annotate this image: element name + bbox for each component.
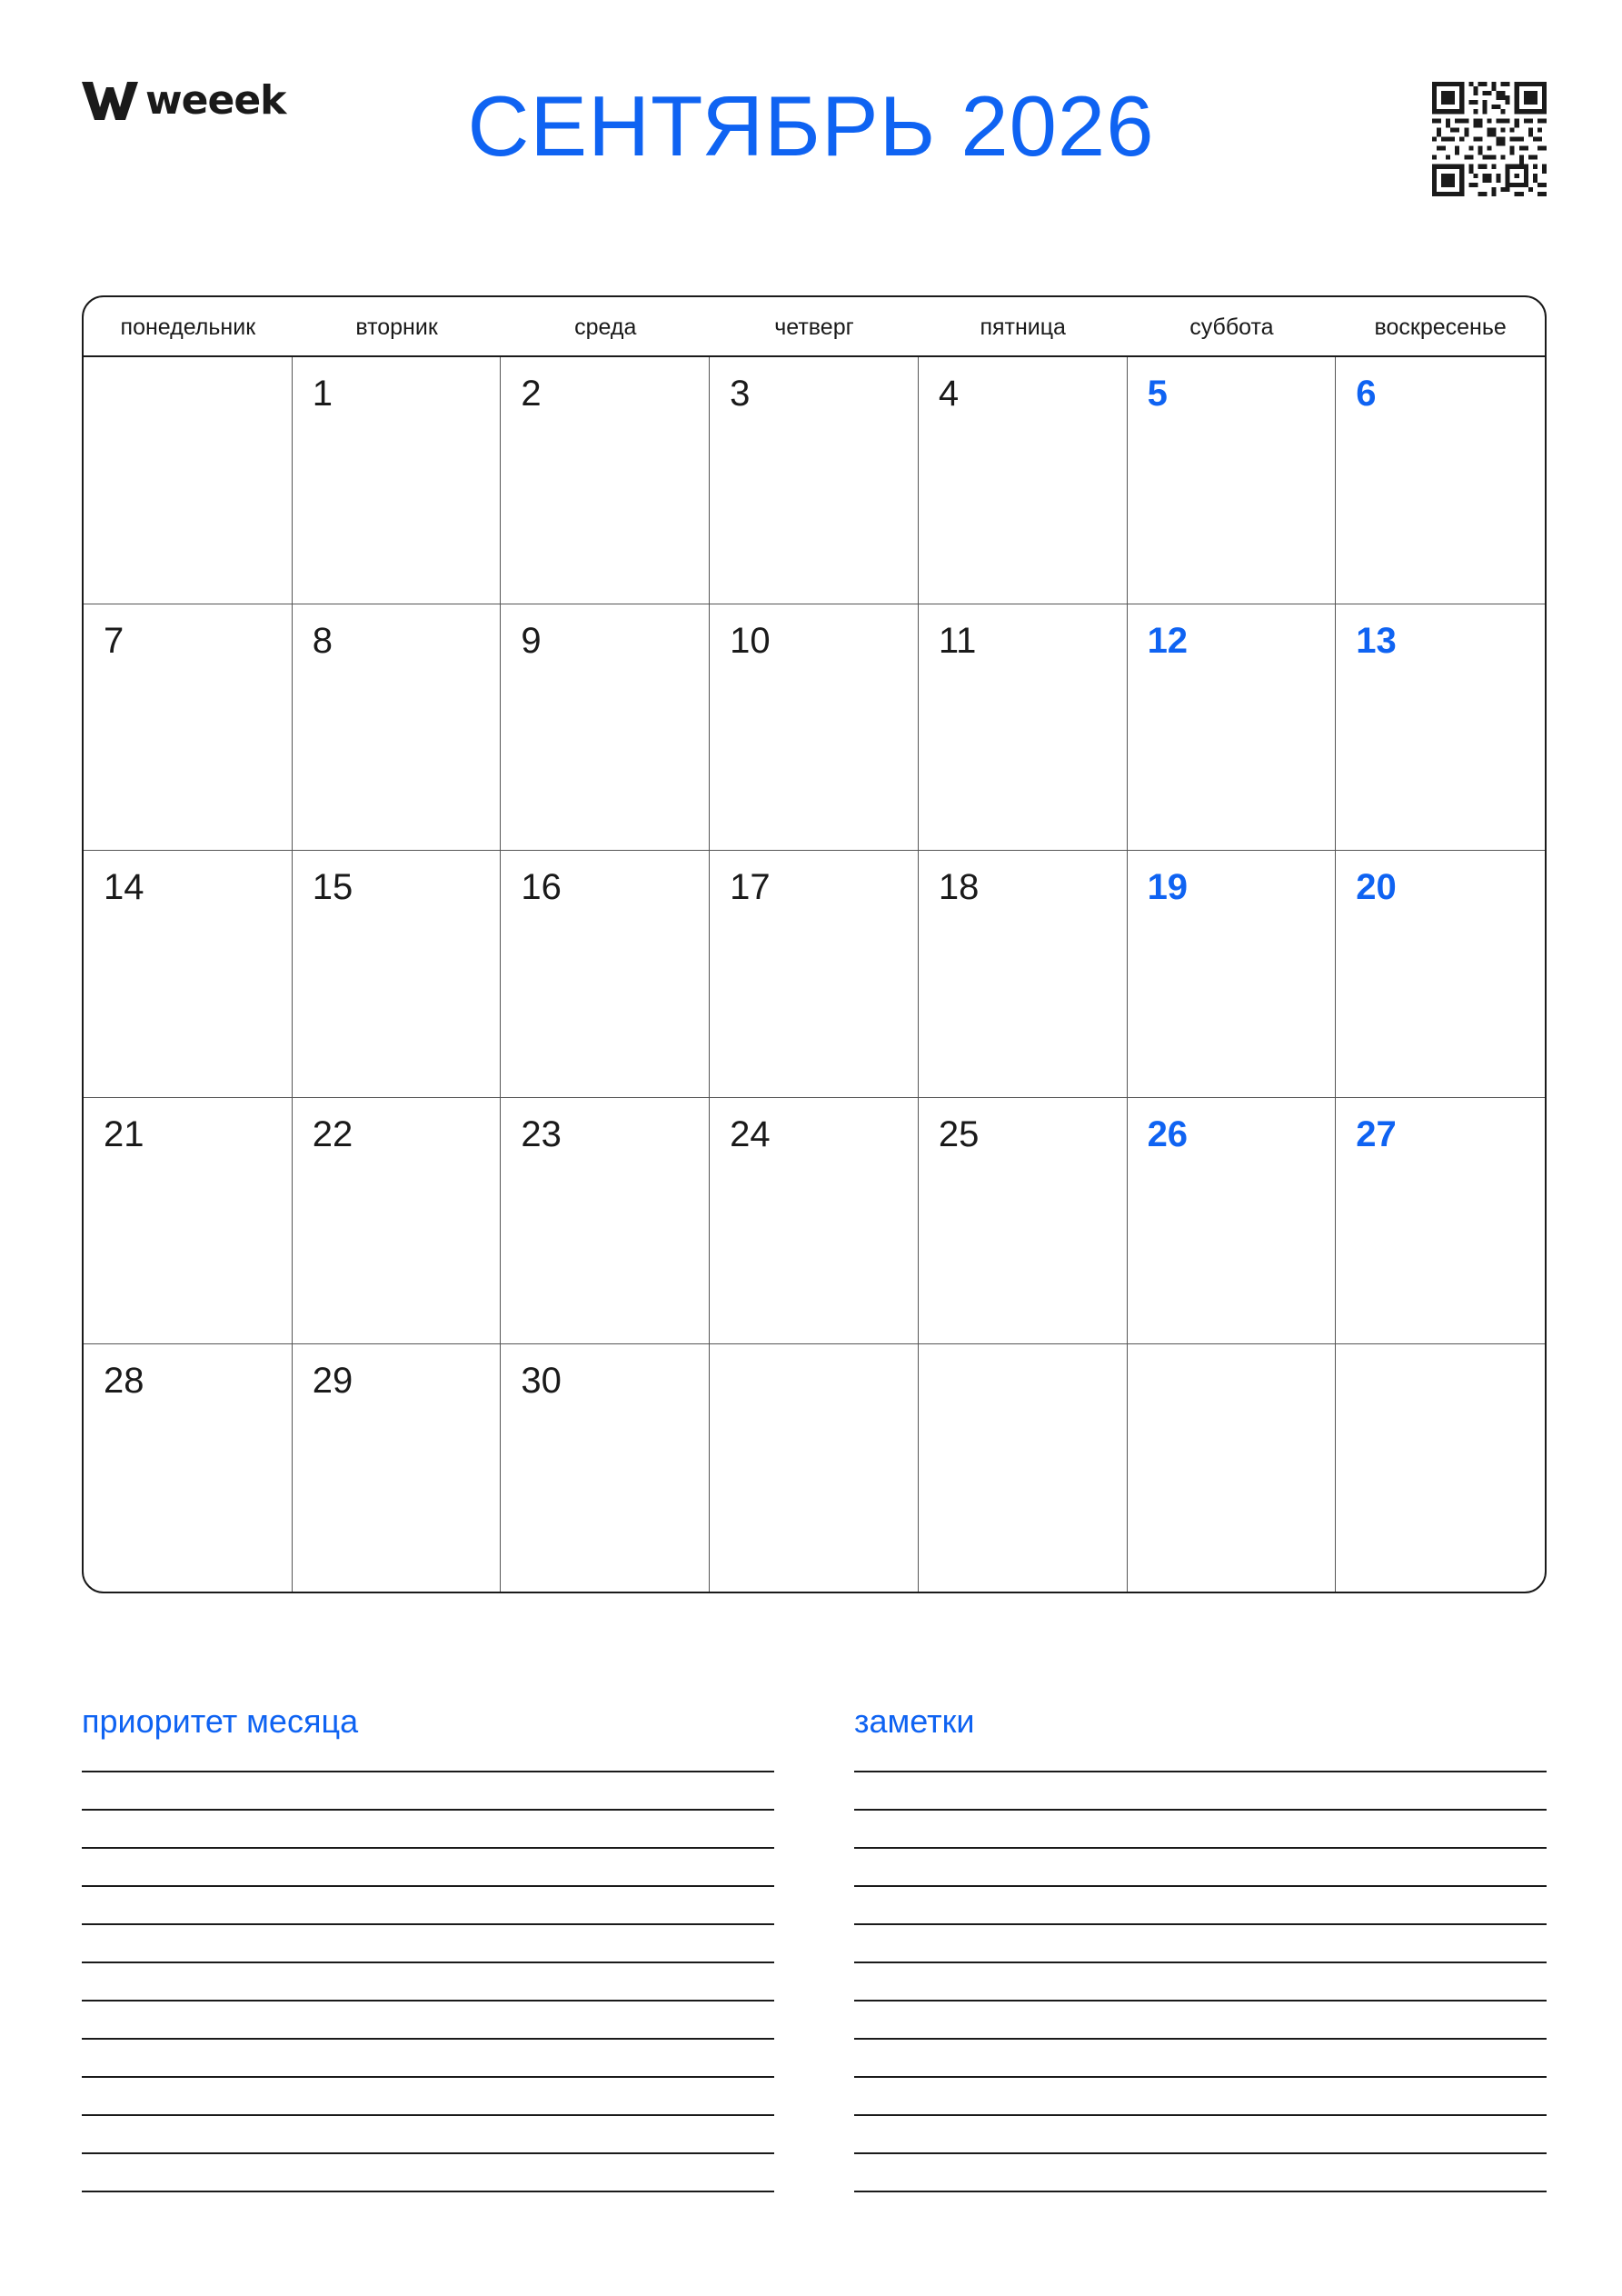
- weekend-day-number: 19: [1147, 867, 1189, 908]
- day-number: 18: [938, 867, 980, 908]
- writing-line[interactable]: [854, 1923, 1547, 1962]
- day-cell[interactable]: [501, 1344, 710, 1592]
- writing-line[interactable]: [854, 2191, 1547, 2229]
- day-number: 1: [312, 374, 333, 414]
- day-number: 16: [521, 867, 562, 908]
- day-cell[interactable]: [1336, 1098, 1545, 1345]
- priority-section: [82, 1700, 774, 2229]
- writing-line[interactable]: [854, 1962, 1547, 2000]
- weekday-label: суббота: [1189, 314, 1274, 340]
- writing-line[interactable]: [82, 1809, 774, 1847]
- writing-line[interactable]: [82, 2114, 774, 2152]
- qr-code-icon: [1432, 82, 1547, 196]
- notes-lines[interactable]: [854, 1771, 1547, 2229]
- day-cell[interactable]: [1336, 357, 1545, 604]
- logo-text: weeek: [145, 77, 286, 124]
- weekend-day-number: 26: [1147, 1113, 1189, 1154]
- calendar-grid: [84, 357, 1545, 1592]
- writing-line[interactable]: [82, 1923, 774, 1962]
- weekend-day-number: 27: [1356, 1113, 1397, 1154]
- writing-line[interactable]: [854, 1771, 1547, 1809]
- day-cell[interactable]: [1128, 604, 1337, 852]
- weekend-day-number: 20: [1356, 867, 1397, 908]
- priority-lines[interactable]: [82, 1771, 774, 2229]
- day-cell[interactable]: [293, 851, 502, 1098]
- writing-line[interactable]: [82, 2076, 774, 2114]
- day-cell[interactable]: [84, 357, 293, 604]
- weekend-day-number: 12: [1147, 620, 1189, 661]
- day-cell[interactable]: [1128, 1344, 1337, 1592]
- weekend-day-number: 6: [1356, 374, 1377, 414]
- weekend-day-number: 5: [1147, 374, 1168, 414]
- day-cell[interactable]: [293, 604, 502, 852]
- day-cell[interactable]: [293, 1344, 502, 1592]
- day-cell[interactable]: [84, 851, 293, 1098]
- writing-line[interactable]: [82, 2191, 774, 2229]
- writing-line[interactable]: [82, 2000, 774, 2038]
- weekday-label: среда: [574, 314, 637, 340]
- day-cell[interactable]: [919, 604, 1128, 852]
- day-cell[interactable]: [501, 604, 710, 852]
- writing-line[interactable]: [854, 2076, 1547, 2114]
- day-cell[interactable]: [710, 1098, 919, 1345]
- writing-line[interactable]: [82, 2038, 774, 2076]
- weekday-label: четверг: [774, 314, 854, 340]
- writing-line[interactable]: [854, 2114, 1547, 2152]
- day-cell[interactable]: [919, 1344, 1128, 1592]
- day-cell[interactable]: [84, 1098, 293, 1345]
- day-number: 11: [938, 620, 977, 661]
- day-cell[interactable]: [919, 851, 1128, 1098]
- day-number: 28: [104, 1361, 144, 1402]
- day-cell[interactable]: [501, 851, 710, 1098]
- weekend-day-number: 13: [1356, 620, 1397, 661]
- day-cell[interactable]: [710, 851, 919, 1098]
- writing-line[interactable]: [82, 2152, 774, 2191]
- writing-line[interactable]: [82, 1885, 774, 1923]
- priority-title: приоритет месяца: [82, 1702, 359, 1740]
- writing-line[interactable]: [82, 1771, 774, 1809]
- day-cell[interactable]: [919, 1098, 1128, 1345]
- day-cell[interactable]: [1128, 357, 1337, 604]
- day-number: 29: [312, 1361, 353, 1402]
- month-calendar: [82, 295, 1547, 1593]
- day-number: 8: [312, 620, 333, 661]
- notes-title: заметки: [854, 1702, 975, 1740]
- day-number: 25: [938, 1113, 980, 1154]
- day-cell[interactable]: [293, 357, 502, 604]
- weekday-label: вторник: [355, 314, 438, 340]
- day-cell[interactable]: [1336, 604, 1545, 852]
- writing-line[interactable]: [854, 2152, 1547, 2191]
- weekday-label: понедельник: [120, 314, 256, 340]
- weekday-label: воскресенье: [1374, 314, 1507, 340]
- notes-section: [854, 1700, 1547, 2229]
- writing-line[interactable]: [854, 2038, 1547, 2076]
- day-cell[interactable]: [1128, 851, 1337, 1098]
- day-number: 9: [521, 620, 542, 661]
- day-number: 14: [104, 867, 144, 908]
- day-number: 24: [730, 1113, 771, 1154]
- day-number: 7: [104, 620, 124, 661]
- writing-line[interactable]: [854, 1847, 1547, 1885]
- day-cell[interactable]: [84, 604, 293, 852]
- day-number: 17: [730, 867, 771, 908]
- day-number: 3: [730, 374, 751, 414]
- page-title: СЕНТЯБРЬ 2026: [467, 78, 1155, 174]
- writing-line[interactable]: [854, 1809, 1547, 1847]
- day-cell[interactable]: [84, 1344, 293, 1592]
- day-number: 2: [521, 374, 542, 414]
- day-cell[interactable]: [710, 604, 919, 852]
- day-number: 10: [730, 620, 771, 661]
- day-cell[interactable]: [710, 1344, 919, 1592]
- day-cell[interactable]: [919, 357, 1128, 604]
- day-number: 4: [938, 374, 960, 414]
- day-cell[interactable]: [710, 357, 919, 604]
- day-number: 23: [521, 1113, 562, 1154]
- day-cell[interactable]: [501, 1098, 710, 1345]
- day-number: 15: [312, 867, 353, 908]
- day-number: 21: [104, 1113, 144, 1154]
- writing-line[interactable]: [854, 2000, 1547, 2038]
- day-cell[interactable]: [1336, 851, 1545, 1098]
- day-cell[interactable]: [293, 1098, 502, 1345]
- writing-line[interactable]: [82, 1847, 774, 1885]
- day-cell[interactable]: [1128, 1098, 1337, 1345]
- writing-line[interactable]: [82, 1962, 774, 2000]
- weekday-label: пятница: [980, 314, 1066, 340]
- day-cell[interactable]: [501, 357, 710, 604]
- writing-line[interactable]: [854, 1885, 1547, 1923]
- weekday-header: [84, 297, 1545, 357]
- day-number: 22: [312, 1113, 353, 1154]
- day-cell[interactable]: [1336, 1344, 1545, 1592]
- day-number: 30: [521, 1361, 562, 1402]
